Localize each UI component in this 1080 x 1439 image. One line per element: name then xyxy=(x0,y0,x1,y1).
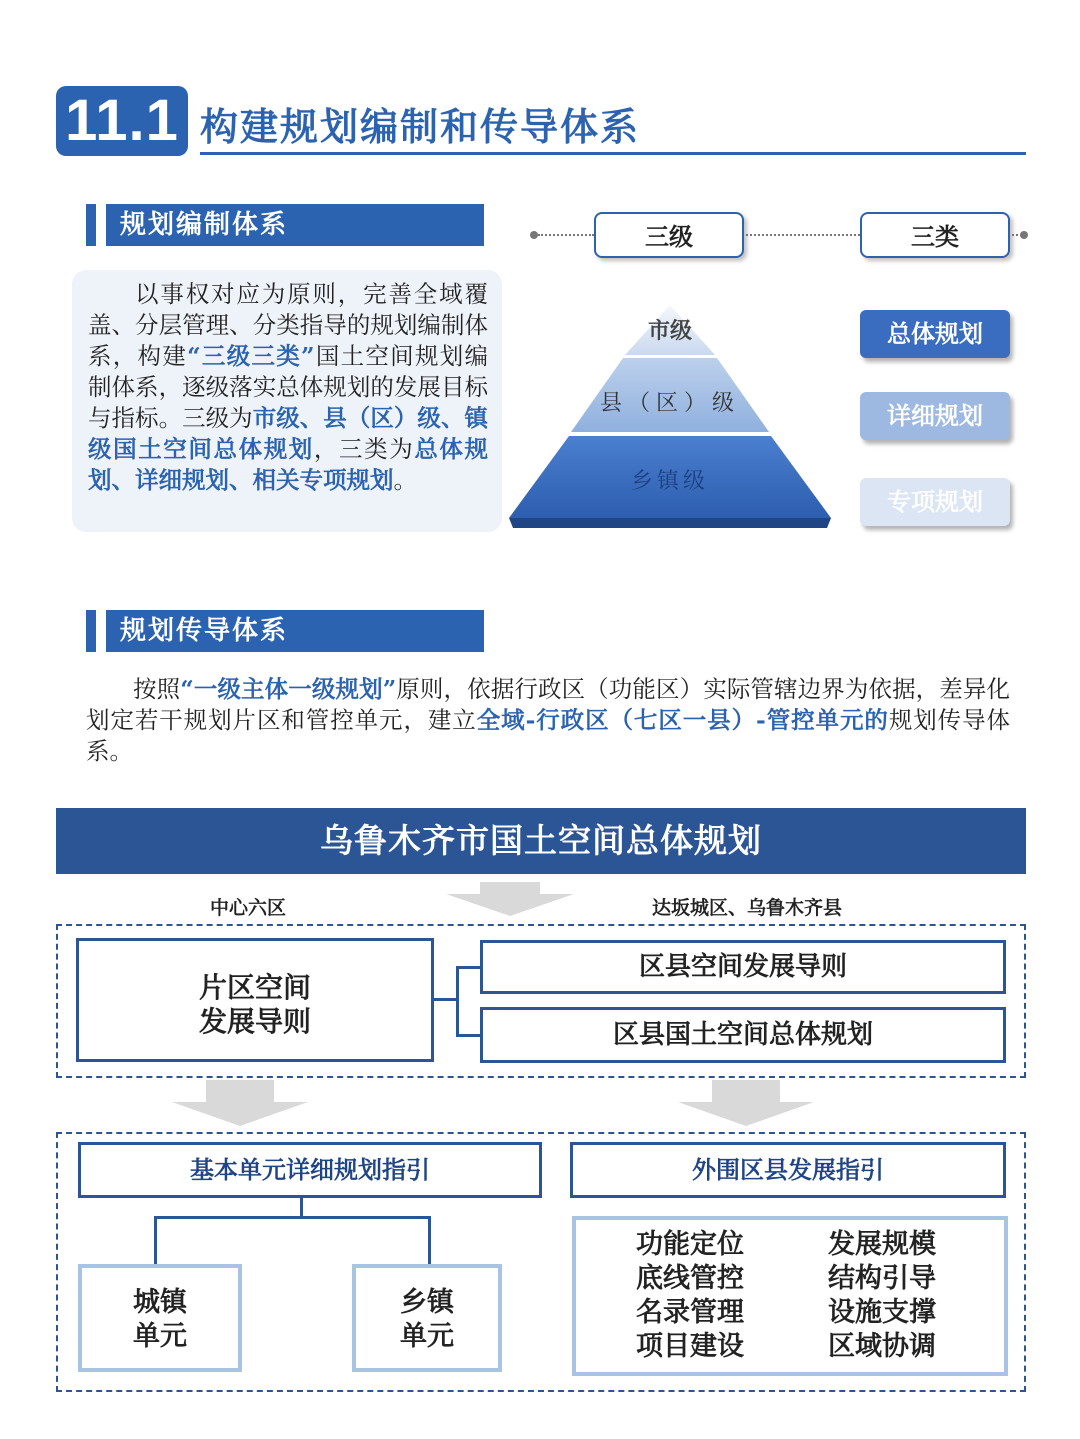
outer-districts-label: 达坂城区、乌鲁木齐县 xyxy=(652,897,843,919)
feature-item: 发展规模 xyxy=(828,1229,936,1260)
compile-paragraph xyxy=(88,279,488,496)
county-master-plan: 区县国土空间总体规划 xyxy=(480,1007,1006,1063)
title-underline xyxy=(200,152,1026,155)
down-arrow-icon xyxy=(172,1080,308,1126)
down-arrow-icon xyxy=(446,882,574,916)
bracket-connector-vertical xyxy=(456,966,459,1036)
feature-item: 功能定位 xyxy=(636,1229,744,1260)
down-arrow-icon xyxy=(678,1080,814,1126)
compile-highlight-text: 总体规划、详细规划、相关专项规划 xyxy=(88,435,489,494)
transmit-highlight-text: “一级主体一级规划” xyxy=(180,675,397,703)
area-development-guide: 片区空间 发展导则 xyxy=(76,938,434,1062)
feature-item: 设施支撑 xyxy=(828,1297,936,1328)
category-overall-plan: 总体规划 xyxy=(860,310,1010,358)
bracket-connector-top xyxy=(456,966,480,969)
tree-connector-stem xyxy=(300,1198,303,1218)
feature-item: 项目建设 xyxy=(636,1331,744,1362)
compile-heading-block xyxy=(86,204,488,246)
compile-highlight-text: “三级三类” xyxy=(187,342,315,370)
section-title: 构建规划编制和传导体系 xyxy=(200,105,641,149)
transmit-heading: 规划传导体系 xyxy=(106,610,484,652)
center-districts-label: 中心六区 xyxy=(210,897,287,919)
town-unit: 城镇 单元 xyxy=(78,1264,242,1372)
connector-line-left xyxy=(538,234,594,236)
feature-item: 结构引导 xyxy=(828,1263,936,1294)
pyramid-label-township: 乡镇级 xyxy=(630,469,709,494)
compile-text: 国土空间规划编制体系，逐级落实总体规划的发展目标与指标。三级为 xyxy=(88,342,489,432)
county-development-guide: 区县空间发展导则 xyxy=(480,940,1006,994)
pyramid-label-city: 市级 xyxy=(647,318,692,344)
feature-item: 底线管控 xyxy=(636,1263,744,1294)
connector-dot-right xyxy=(1020,231,1028,239)
transmit-text: 原则，依据行政区（功能区）实际管辖边界为依据，差异化划定若干规划片区和管控单元，建立 xyxy=(86,675,1010,734)
tree-connector-right xyxy=(428,1216,431,1264)
compile-text: 以事权对应为原则，完善全域覆盖、分层管理、分类指导的规划编制体系，构建 xyxy=(88,280,488,370)
transmit-paragraph xyxy=(86,674,1010,767)
outer-county-guide: 外围区县发展指引 xyxy=(570,1142,1006,1198)
bracket-connector-bottom xyxy=(456,1034,480,1037)
feature-item: 区域协调 xyxy=(828,1331,936,1362)
tree-connector-bar xyxy=(154,1216,430,1219)
level-label: 三级 xyxy=(594,212,744,258)
tree-connector-left xyxy=(154,1216,157,1264)
transmit-heading-block xyxy=(86,610,488,652)
pyramid-label-county: 县（区）级 xyxy=(599,391,740,416)
pyramid-base-edge xyxy=(509,518,831,528)
connector-dot-left xyxy=(530,231,538,239)
category-detailed-plan: 详细规划 xyxy=(860,392,1010,440)
feature-item: 名录管理 xyxy=(636,1297,744,1328)
heading-accent-bar xyxy=(86,610,96,652)
type-label: 三类 xyxy=(860,212,1010,258)
bracket-connector xyxy=(434,998,458,1001)
compile-highlight-text: 市级、县（区）级、镇级国土空间总体规划 xyxy=(88,404,488,463)
village-unit: 乡镇 单元 xyxy=(352,1264,502,1372)
category-special-plan: 专项规划 xyxy=(860,478,1010,526)
compile-text: ，三类为 xyxy=(313,435,415,463)
compile-text: 。 xyxy=(393,466,417,494)
transmit-highlight-text: 全域-行政区（七区一县）-管控单元的 xyxy=(476,706,889,734)
connector-line-middle xyxy=(746,234,860,236)
heading-accent-bar xyxy=(86,204,96,246)
section-number: 11.1 xyxy=(56,86,188,156)
diagram-title: 乌鲁木齐市国土空间总体规划 xyxy=(56,808,1026,874)
compile-heading: 规划编制体系 xyxy=(106,204,484,246)
transmit-text: 按照 xyxy=(133,675,181,703)
transmit-text: 规划传导体系。 xyxy=(86,706,1010,765)
basic-unit-guide: 基本单元详细规划指引 xyxy=(78,1142,542,1198)
